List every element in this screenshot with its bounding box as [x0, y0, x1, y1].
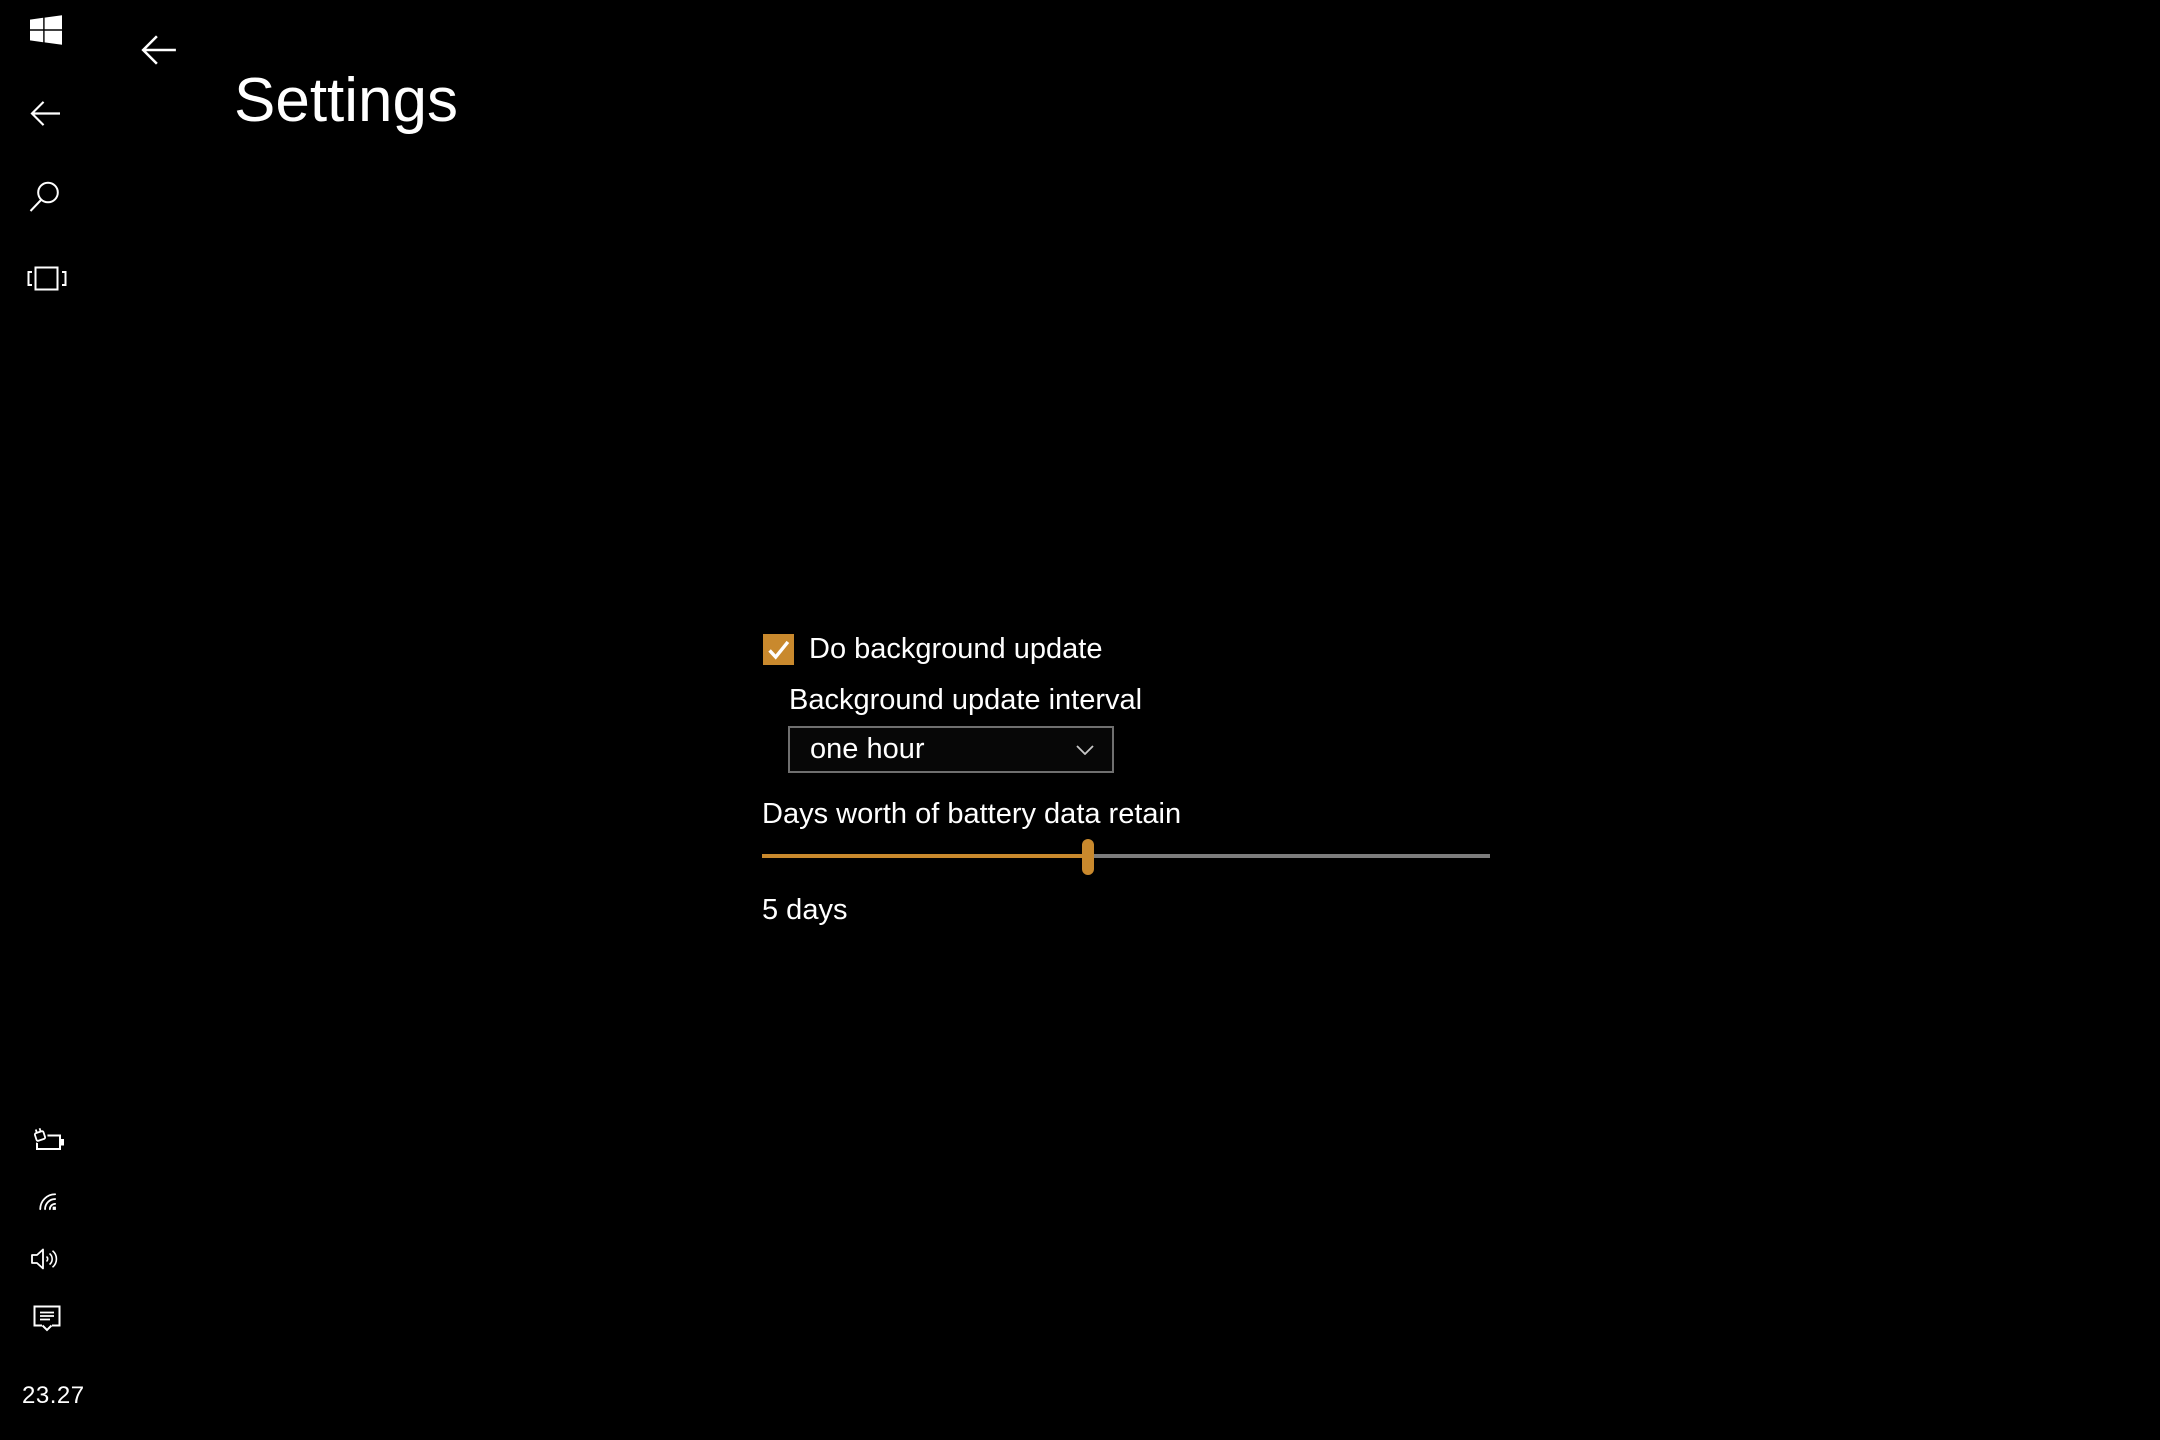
volume-icon	[30, 1247, 60, 1271]
windows-logo-icon	[30, 33, 62, 48]
slider-thumb[interactable]	[1082, 839, 1094, 875]
task-view-icon	[27, 279, 67, 294]
wifi-icon	[34, 1188, 59, 1213]
clock: 23.27	[22, 1382, 85, 1409]
background-update-interval-label: Background update interval	[789, 684, 1143, 716]
arrow-left-icon	[29, 116, 62, 131]
do-background-update-checkbox[interactable]	[763, 634, 794, 665]
header-back-button[interactable]	[140, 31, 178, 69]
do-background-update-label[interactable]: Do background update	[809, 633, 1103, 665]
battery-charging-icon	[30, 1127, 66, 1151]
battery-data-retain-slider[interactable]	[762, 839, 1490, 875]
battery-data-retain-label: Days worth of battery data retain	[762, 798, 1182, 830]
search-icon	[29, 201, 59, 216]
background-update-interval-dropdown[interactable]	[788, 726, 1114, 773]
rail-search-button[interactable]	[29, 181, 59, 213]
start-button[interactable]	[30, 15, 62, 45]
arrow-left-icon	[140, 57, 178, 72]
chevron-down-icon	[1076, 745, 1094, 755]
checkmark-icon	[763, 634, 794, 665]
slider-fill	[762, 854, 1088, 858]
dropdown-selected-value: one hour	[810, 733, 925, 765]
page-title: Settings	[234, 65, 459, 135]
battery-data-retain-value: 5 days	[762, 894, 848, 926]
do-background-update-row[interactable]	[763, 634, 1102, 665]
rail-back-button[interactable]	[29, 99, 62, 128]
rail-task-view-button[interactable]	[27, 266, 67, 291]
message-icon	[33, 1305, 61, 1332]
